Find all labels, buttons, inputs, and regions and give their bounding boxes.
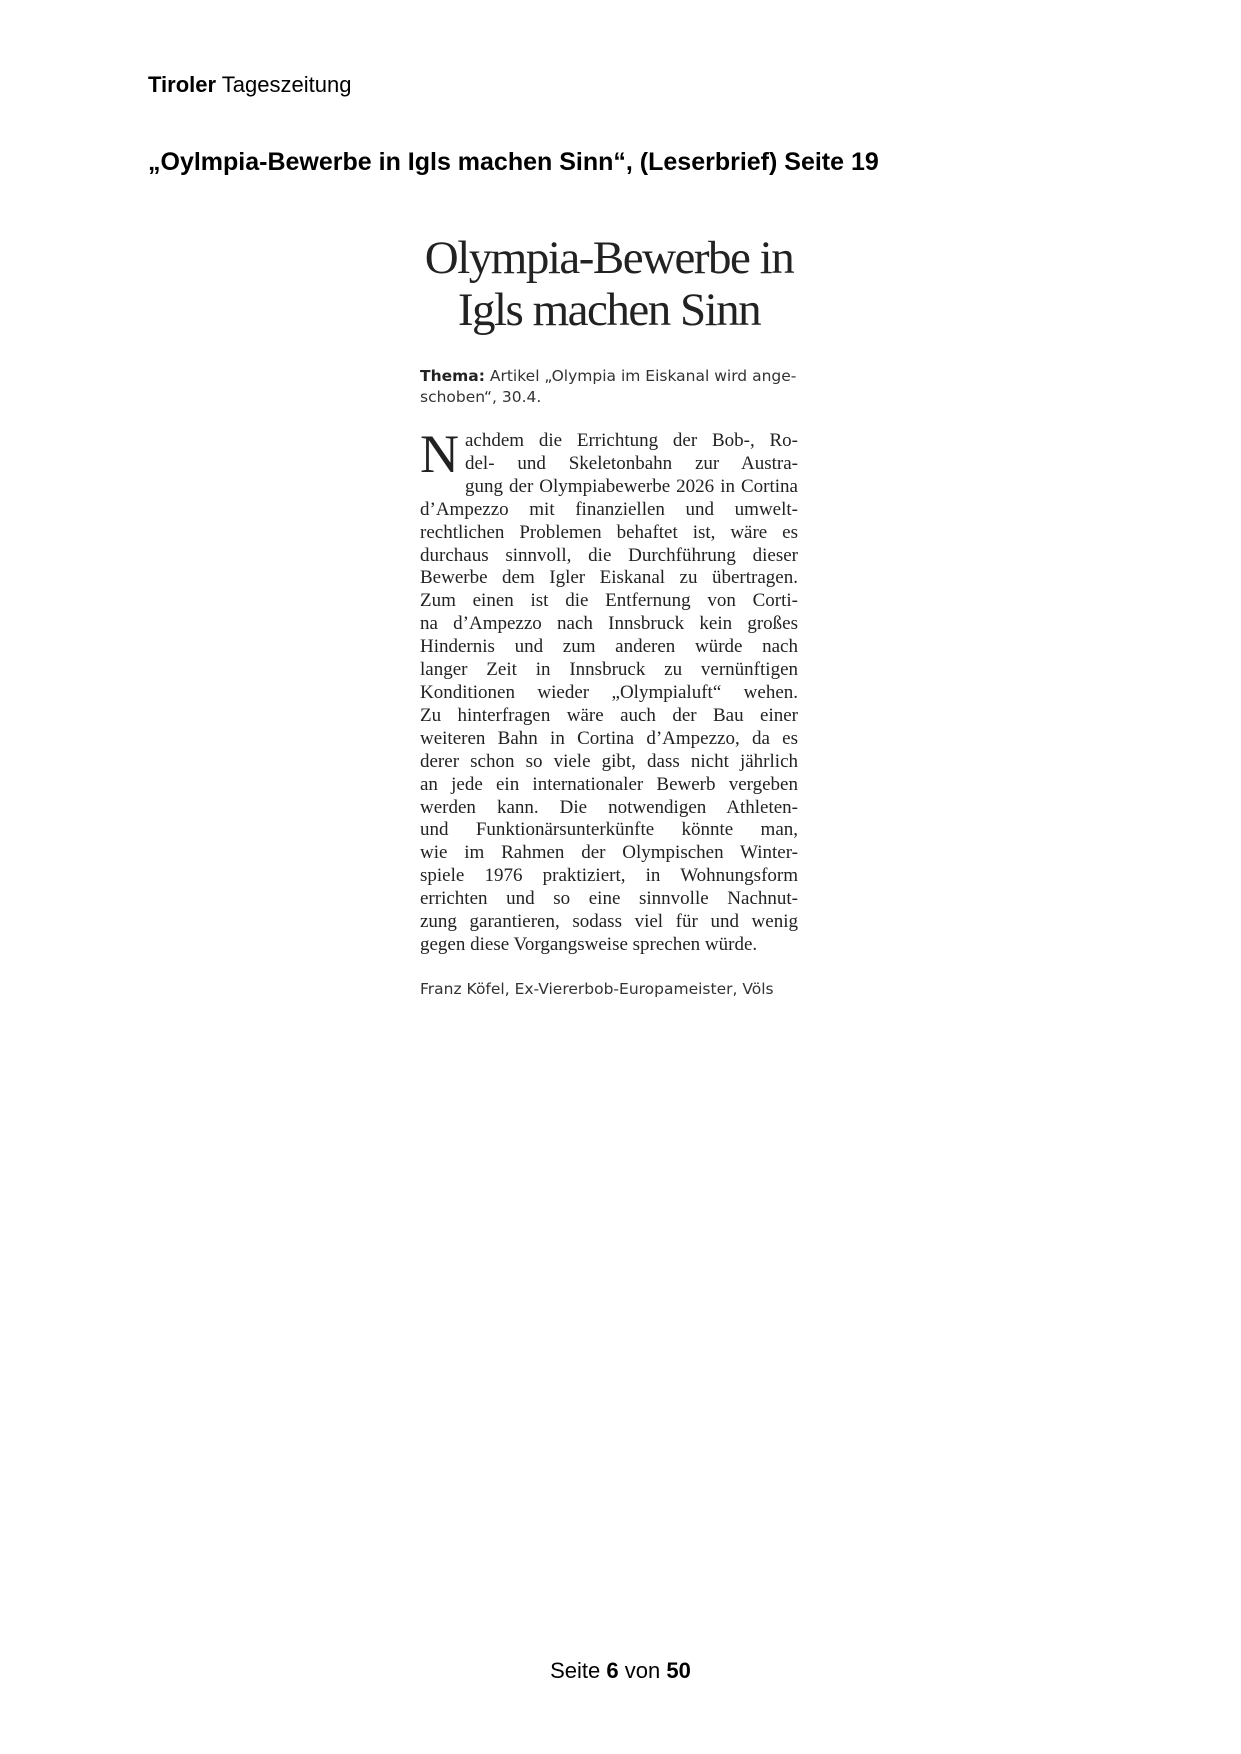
clipping-body-line: Bewerbe dem Igler Eiskanal zu übertragen. — [420, 567, 798, 589]
clipping-body-line: an jede ein internationaler Bewerb vergeben — [420, 773, 798, 795]
clipping-body-line: Konditionen wieder „Olympialuft“ wehen. — [420, 681, 798, 703]
clipping-body-line: d’Ampezzo mit finanziellen und umwelt- — [420, 498, 798, 520]
clipping-topic-label: Thema: — [420, 367, 485, 385]
clipping-body-line: wie im Rahmen der Olympischen Winter- — [420, 842, 798, 864]
clipping-headline-line: Igls machen Sinn — [457, 284, 761, 336]
clipping-body-line: langer Zeit in Innsbruck zu vernünftigen — [420, 659, 798, 681]
clipping-body-line: gung der Olympiabewerbe 2026 in Cortina — [465, 475, 798, 497]
clipping-body-line: achdem die Errichtung der Bob-, Ro- — [465, 430, 798, 451]
clipping-body — [420, 424, 798, 957]
page-number-current: 6 — [606, 1658, 619, 1683]
page-number — [0, 1658, 1241, 1684]
drop-cap: N — [420, 424, 459, 484]
page-number-prefix: Seite — [550, 1658, 601, 1683]
clipping-body-line: Zu hinterfragen wäre auch der Bau einer — [420, 704, 798, 726]
clipping-body-line: weiteren Bahn in Cortina d’Ampezzo, da es — [420, 727, 798, 749]
clipping-body-line: durchaus sinnvoll, die Durchführung dieser — [420, 544, 798, 566]
page-number-total: 50 — [666, 1658, 691, 1683]
publication-name-bold: Tiroler — [148, 72, 217, 97]
clipping-headline — [420, 232, 798, 336]
clipping-body-line: Zum einen ist die Entfernung von Corti- — [420, 590, 798, 612]
clipping-author: Franz Köfel, Ex-Viererbob-Europameister, Völs — [420, 979, 774, 998]
clipping-headline-line: Olympia-Bewerbe in — [424, 232, 794, 284]
clipping-body-line: Hindernis und zum anderen würde nach — [420, 636, 798, 658]
clipping-body-line: del- und Skeletonbahn zur Austra- — [465, 452, 798, 474]
clipping-body-line: zung garantieren, sodass viel für und wenig — [420, 911, 798, 933]
newspaper-clipping — [420, 232, 798, 998]
clipping-body-line: errichten und so eine sinnvolle Nachnut- — [420, 888, 798, 910]
clipping-body-line: gegen diese Vorgangsweise sprechen würde. — [420, 933, 758, 955]
clipping-body-line: rechtlichen Problemen behaftet ist, wäre es — [420, 521, 798, 543]
clipping-body-line: werden kann. Die notwendigen Athleten- — [420, 796, 798, 818]
clipping-body-line: und Funktionärsunterkünfte könnte man, — [420, 819, 798, 841]
page-number-separator: von — [624, 1658, 661, 1683]
publication-name — [148, 72, 351, 98]
publication-name-rest: Tageszeitung — [221, 72, 352, 97]
clipping-body-lines — [420, 424, 798, 957]
clipping-body-line: na d’Ampezzo nach Innsbruck kein großes — [420, 613, 798, 635]
document-heading: „Oylmpia-Bewerbe in Igls machen Sinn“, (Leserbrief) Seite 19 — [148, 148, 879, 176]
clipping-body-line: spiele 1976 praktiziert, in Wohnungsform — [420, 865, 798, 887]
clipping-body-line: derer schon so viele gibt, dass nicht jährlich — [420, 750, 798, 772]
clipping-topic — [420, 366, 798, 408]
clipping-topic-text: Artikel „Olympia im Eiskanal wird ange-schoben“, 30.4. — [420, 367, 797, 406]
